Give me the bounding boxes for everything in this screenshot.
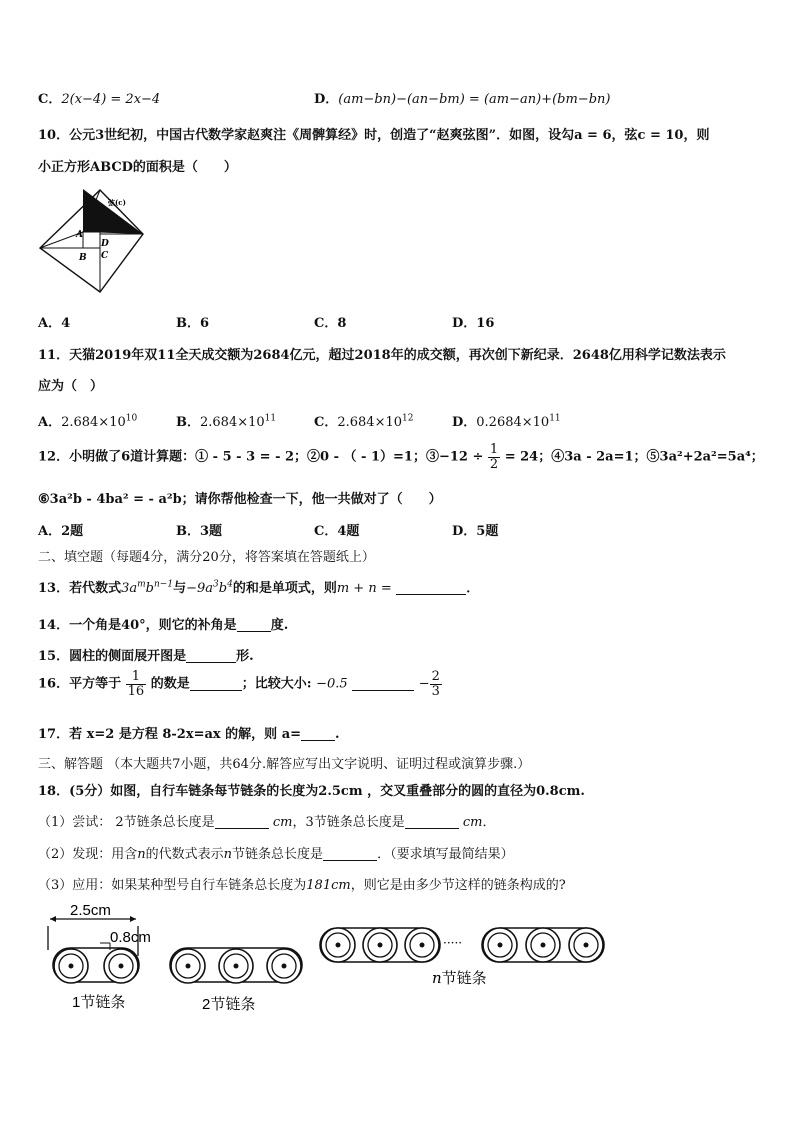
q18-part2: （2）发现：用含n的代数式表示n节链条总长度是 ．（要求填写最简结果） [38,847,514,862]
q13-answer-blank[interactable] [396,580,466,595]
caption-n-links: n节链条 [432,969,487,987]
q16-answer-blank-2[interactable] [352,676,414,691]
q16-stem: 16．平方等于 $\frac{1}{16}$ 的数是 ；比较大小: −0.5 − $\frac{2}{3}$ [38,669,440,699]
label-overlap-diameter: 0.8cm [110,929,151,946]
zhao-shuang-figure [38,188,146,298]
q18-blank-2-links[interactable] [215,814,269,829]
q11-stem-line1: 11．天猫2019年双11全天成交额为2684亿元，超过2018年的成交额，再次创下新纪录．2648亿用科学记数法表示 [38,348,726,363]
q10-option-b: B．6 [176,316,210,331]
caption-1-link: 1节链条 [72,994,126,1011]
bicycle-chain-figure [40,900,620,1020]
q18-part1: （1）尝试： 2节链条总长度是 cm，3节链条总长度是 cm． [38,815,496,830]
q11-option-c: C．$2.684\times 10^{12}$ [314,413,414,430]
q12-option-a: A．2题 [38,524,84,539]
chain-2-links [170,948,302,1013]
label-a: A [76,230,83,240]
small-square-abcd [83,232,100,248]
chain-ellipsis: ····· [443,936,463,950]
q18-part3: （3）应用：如果某种型号自行车链条总长度为181cm，则它是由多少节这样的链条构成的? [38,878,566,893]
q11-option-b: B．$2.684\times 10^{11}$ [176,413,277,430]
q18-blank-n-links[interactable] [323,846,377,861]
q11-option-a: A．$2.684\times 10^{10}$ [38,413,138,430]
q17-stem: 17．若 x=2 是方程 8-2x=ax 的解，则 a= . [38,727,340,742]
label-hypotenuse-c: 弦(c) [108,198,126,207]
q9-option-c: C．2(x−4) = 2x−4 [38,92,161,107]
caption-2-links: 2节链条 [202,996,256,1013]
chain-n-links [320,928,604,987]
q15-stem: 15．圆柱的侧面展开图是 形. [38,649,254,664]
q18-stem: 18．(5分）如图，自行车链条每节链条的长度为2.5cm ，交叉重叠部分的圆的直径为0.8cm. [38,784,585,799]
shaded-triangle [83,189,143,234]
q10-option-c: C．8 [314,316,347,331]
section-fill-in-heading: 二、填空题（每题4分，满分20分，将答案填在答题纸上） [38,550,375,565]
label-d: D [101,239,109,249]
q10-option-a: A．4 [38,316,71,331]
label-b: B [79,253,87,263]
q12-option-c: C．4题 [314,524,360,539]
q17-answer-blank[interactable] [301,726,335,741]
q9-option-d: D．(am−bn)−(an−bm) = (am−an)+(bm−bn) [314,92,611,107]
q12-stem-line2: ⑥3a²b - 4ba² = - a²b；请你帮他检查一下，他一共做对了（ ） [38,492,442,507]
chain-1-link [48,902,151,1011]
q18-blank-3-links[interactable] [405,814,459,829]
q14-stem: 14．一个角是40°，则它的补角是 度. [38,618,289,633]
section-solve-heading: 三、解答题 （本大题共7小题，共64分.解答应写出文字说明、证明过程或演算步骤.） [38,757,531,772]
q14-answer-blank[interactable] [237,617,271,632]
q10-option-d: D．16 [452,316,495,331]
q13-stem: 13．若代数式$3a^mb^{n-1}$与$-9a^3b^4$的和是单项式，则m + n = ． [38,579,480,596]
q10-stem-line1: 10．公元3世纪初，中国古代数学家赵爽注《周髀算经》时，创造了“赵爽弦图”．如图，设勾a = 6，弦c = 10，则 [38,128,710,143]
q11-stem-line2: 应为（ ） [38,379,104,394]
q12-option-b: B．3题 [176,524,223,539]
q12-stem-line1: 12．小明做了6道计算题：① - 5 - 3 = - 2；②0 - （ - 1）=1；③−12 ÷ $\frac{1}{2}$ = 24；④3a - 2a=1；⑤3a²+2a²=5a⁴； [38,442,764,472]
label-link-length: 2.5cm [70,902,111,919]
q16-answer-blank-1[interactable] [190,676,242,691]
q11-option-d: D．$0.2684\times 10^{11}$ [452,413,561,430]
label-c: C [101,251,109,261]
q15-answer-blank[interactable] [186,648,236,663]
q12-option-d: D．5题 [452,524,499,539]
q10-stem-line2: 小正方形ABCD的面积是（ ） [38,160,237,175]
